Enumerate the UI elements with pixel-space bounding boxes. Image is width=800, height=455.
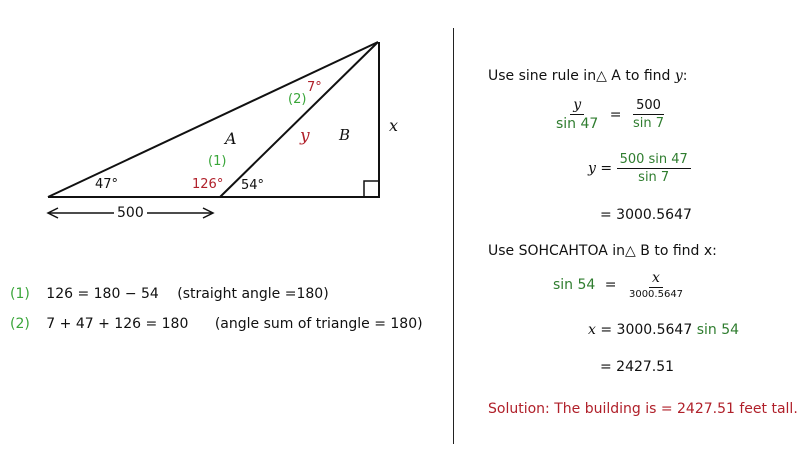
note-1-reason: (straight angle =180) xyxy=(177,286,329,302)
eq2-equals: = xyxy=(600,160,613,177)
note-2-marker: (2) xyxy=(10,316,30,332)
eq4-den: 3000.5647 xyxy=(628,289,684,300)
vertical-divider xyxy=(453,28,454,444)
sine-rule-variable: y xyxy=(674,68,683,84)
base-length-label: 500 xyxy=(114,205,147,221)
angle-126-label: 126° xyxy=(192,177,224,192)
solve-x-equation xyxy=(588,322,739,338)
sine-rule-text-middle: A to find xyxy=(606,68,675,84)
note-2-equation: 7 + 47 + 126 = 180 xyxy=(46,316,189,332)
eq1-equals: = xyxy=(609,106,622,123)
triangle-symbol-icon: △ xyxy=(596,68,607,84)
note-1-marker: (1) xyxy=(10,286,30,302)
eq1-right-num: 500 xyxy=(633,98,664,115)
eq5-rhs-plain: = 3000.5647 xyxy=(600,322,693,338)
sohcahtoa-text-before: Use SOHCAHTOA in xyxy=(488,243,626,259)
sohcahtoa-equation xyxy=(553,270,686,300)
x-result: = 2427.51 xyxy=(600,359,675,375)
eq4-equals: = xyxy=(604,277,617,293)
angle-47-label: 47° xyxy=(95,177,119,192)
eq1-left-num: y xyxy=(570,97,584,115)
eq1-right-den: sin 7 xyxy=(632,116,664,131)
sine-rule-equation xyxy=(553,97,667,132)
sohcahtoa-instruction xyxy=(488,243,717,259)
triangle-a-label: A xyxy=(225,129,237,148)
eq1-left-den: sin 47 xyxy=(556,116,599,132)
note-1 xyxy=(10,286,329,302)
sohcahtoa-text-after: B to find x: xyxy=(635,243,717,259)
side-y-line xyxy=(220,42,378,197)
side-y-label: y xyxy=(300,126,310,146)
sine-rule-instruction xyxy=(488,68,688,84)
eq5-rhs-green: sin 54 xyxy=(696,322,740,338)
hypotenuse-line xyxy=(48,42,378,197)
eq2-lhs: y xyxy=(588,160,596,177)
right-angle-marker xyxy=(364,181,379,197)
height-x-label: x xyxy=(389,116,399,135)
angle-54-label: 54° xyxy=(241,178,265,193)
sine-rule-text-after: : xyxy=(682,68,688,84)
y-result: = 3000.5647 xyxy=(600,207,692,223)
eq5-lhs: x xyxy=(588,322,596,338)
note-2-reason: (angle sum of triangle = 180) xyxy=(214,316,423,332)
eq2-num: 500 sin 47 xyxy=(617,152,691,169)
note-1-equation: 126 = 180 − 54 xyxy=(46,286,159,302)
triangle-symbol-icon: △ xyxy=(625,243,636,259)
sine-rule-text-before: Use sine rule in xyxy=(488,68,597,84)
triangle-b-label: B xyxy=(339,126,351,144)
solution-conclusion: Solution: The building is = 2427.51 feet tall. xyxy=(488,401,798,417)
marker-1-diagram: (1) xyxy=(208,154,227,169)
angle-7-label: 7° xyxy=(307,80,322,95)
eq4-num: x xyxy=(649,270,663,288)
solve-y-equation xyxy=(588,152,691,185)
note-2 xyxy=(10,316,423,332)
eq2-den: sin 7 xyxy=(638,170,670,185)
marker-2-diagram: (2) xyxy=(288,92,307,107)
eq4-lhs: sin 54 xyxy=(553,277,596,293)
